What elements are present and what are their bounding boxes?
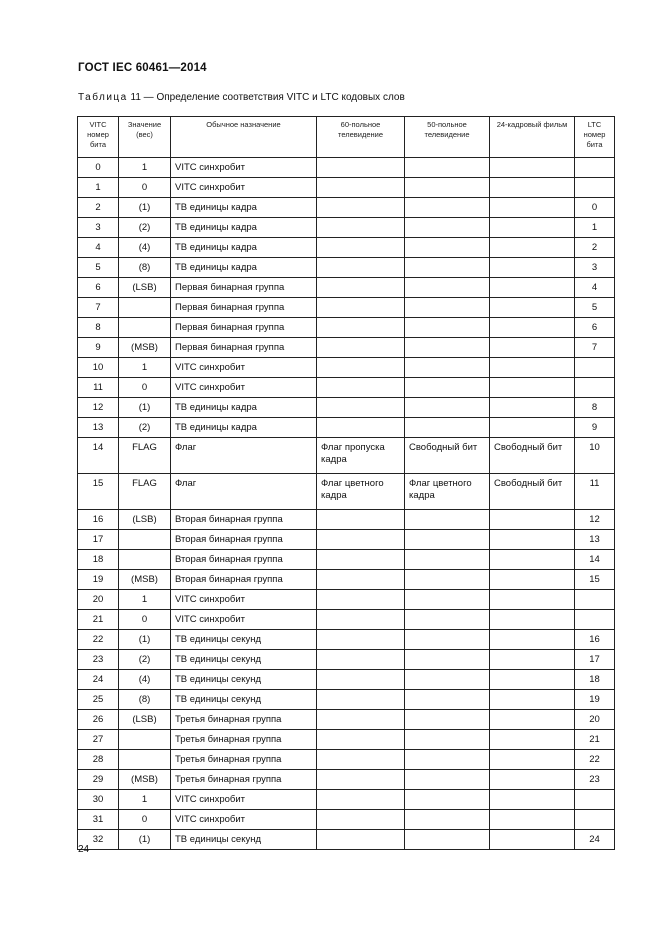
cell-ltc-bit: 24	[575, 830, 615, 850]
cell-ltc-bit: 21	[575, 730, 615, 750]
table-row	[78, 570, 615, 590]
cell-24-frame	[490, 570, 575, 590]
cell-vitc-bit: 4	[78, 238, 119, 258]
cell-60-field	[317, 750, 405, 770]
cell-60-field	[317, 258, 405, 278]
cell-60-field	[317, 690, 405, 710]
cell-value: (LSB)	[119, 278, 171, 298]
cell-vitc-bit: 16	[78, 510, 119, 530]
cell-50-field	[405, 610, 490, 630]
cell-assignment: VITC синхробит	[171, 610, 317, 630]
cell-50-field	[405, 530, 490, 550]
cell-60-field	[317, 770, 405, 790]
page-number: 24	[78, 844, 90, 855]
cell-24-frame: Свободный бит	[490, 438, 575, 474]
cell-60-field	[317, 630, 405, 650]
cell-value: (LSB)	[119, 710, 171, 730]
table-body	[78, 158, 615, 850]
cell-vitc-bit: 32	[78, 830, 119, 850]
cell-vitc-bit: 24	[78, 670, 119, 690]
cell-assignment: ТВ единицы секунд	[171, 690, 317, 710]
cell-value	[119, 318, 171, 338]
cell-60-field	[317, 158, 405, 178]
cell-value: (1)	[119, 398, 171, 418]
table-row	[78, 358, 615, 378]
cell-value: (2)	[119, 218, 171, 238]
cell-50-field	[405, 630, 490, 650]
cell-50-field	[405, 378, 490, 398]
cell-assignment: Первая бинарная группа	[171, 318, 317, 338]
cell-24-frame	[490, 530, 575, 550]
table-row	[78, 710, 615, 730]
cell-vitc-bit: 11	[78, 378, 119, 398]
cell-assignment: Вторая бинарная группа	[171, 530, 317, 550]
cell-ltc-bit: 0	[575, 198, 615, 218]
cell-24-frame	[490, 770, 575, 790]
cell-vitc-bit: 25	[78, 690, 119, 710]
col-header-assignment: Обычное назначение	[171, 117, 317, 158]
cell-value: FLAG	[119, 474, 171, 510]
cell-ltc-bit: 23	[575, 770, 615, 790]
table-row	[78, 318, 615, 338]
table-row	[78, 750, 615, 770]
cell-value: 0	[119, 378, 171, 398]
cell-24-frame	[490, 178, 575, 198]
table-row	[78, 474, 615, 510]
cell-50-field	[405, 198, 490, 218]
cell-ltc-bit: 15	[575, 570, 615, 590]
cell-assignment: ТВ единицы кадра	[171, 218, 317, 238]
cell-ltc-bit: 4	[575, 278, 615, 298]
table-caption-prefix: Таблица	[78, 92, 128, 103]
cell-vitc-bit: 8	[78, 318, 119, 338]
cell-24-frame	[490, 398, 575, 418]
cell-vitc-bit: 20	[78, 590, 119, 610]
cell-ltc-bit: 13	[575, 530, 615, 550]
cell-value: (4)	[119, 670, 171, 690]
cell-50-field	[405, 750, 490, 770]
col-header-50-field: 50-польное телевидение	[405, 117, 490, 158]
cell-60-field	[317, 710, 405, 730]
cell-assignment: ТВ единицы секунд	[171, 630, 317, 650]
cell-ltc-bit	[575, 178, 615, 198]
cell-ltc-bit: 16	[575, 630, 615, 650]
cell-24-frame	[490, 690, 575, 710]
cell-24-frame	[490, 238, 575, 258]
cell-vitc-bit: 6	[78, 278, 119, 298]
cell-60-field	[317, 398, 405, 418]
cell-value: 0	[119, 810, 171, 830]
cell-assignment: Первая бинарная группа	[171, 278, 317, 298]
cell-50-field	[405, 238, 490, 258]
cell-ltc-bit: 10	[575, 438, 615, 474]
cell-assignment: VITC синхробит	[171, 178, 317, 198]
cell-value: (4)	[119, 238, 171, 258]
cell-value: (2)	[119, 650, 171, 670]
table-row	[78, 398, 615, 418]
table-row	[78, 178, 615, 198]
cell-assignment: ТВ единицы кадра	[171, 418, 317, 438]
cell-24-frame	[490, 830, 575, 850]
col-header-ltc-bit: LTC номер бита	[575, 117, 615, 158]
cell-60-field	[317, 178, 405, 198]
table-row	[78, 730, 615, 750]
cell-ltc-bit: 19	[575, 690, 615, 710]
cell-value: FLAG	[119, 438, 171, 474]
cell-vitc-bit: 26	[78, 710, 119, 730]
cell-50-field	[405, 510, 490, 530]
cell-vitc-bit: 9	[78, 338, 119, 358]
cell-value: (MSB)	[119, 770, 171, 790]
cell-60-field	[317, 378, 405, 398]
cell-vitc-bit: 17	[78, 530, 119, 550]
cell-ltc-bit: 5	[575, 298, 615, 318]
cell-ltc-bit	[575, 158, 615, 178]
cell-ltc-bit: 6	[575, 318, 615, 338]
table-row	[78, 510, 615, 530]
cell-assignment: ТВ единицы секунд	[171, 830, 317, 850]
cell-ltc-bit	[575, 610, 615, 630]
cell-60-field	[317, 730, 405, 750]
col-header-vitc-bit: VITC номер бита	[78, 117, 119, 158]
cell-ltc-bit: 11	[575, 474, 615, 510]
table-caption	[78, 92, 405, 103]
cell-50-field	[405, 338, 490, 358]
table-row	[78, 810, 615, 830]
table-row	[78, 198, 615, 218]
cell-vitc-bit: 18	[78, 550, 119, 570]
cell-assignment: Вторая бинарная группа	[171, 550, 317, 570]
table-row	[78, 238, 615, 258]
table-caption-text: 11 — Определение соответствия VITC и LTC кодовых слов	[130, 92, 405, 103]
cell-ltc-bit: 20	[575, 710, 615, 730]
cell-ltc-bit	[575, 358, 615, 378]
cell-24-frame	[490, 750, 575, 770]
cell-24-frame	[490, 730, 575, 750]
cell-24-frame	[490, 630, 575, 650]
cell-assignment: Первая бинарная группа	[171, 298, 317, 318]
table-row	[78, 630, 615, 650]
cell-ltc-bit: 22	[575, 750, 615, 770]
cell-assignment: VITC синхробит	[171, 378, 317, 398]
cell-60-field	[317, 790, 405, 810]
cell-ltc-bit: 2	[575, 238, 615, 258]
cell-50-field: Свободный бит	[405, 438, 490, 474]
table-row	[78, 690, 615, 710]
cell-60-field: Флаг цветного кадра	[317, 474, 405, 510]
cell-24-frame	[490, 550, 575, 570]
cell-value: (MSB)	[119, 570, 171, 590]
col-header-24-frame: 24-кадровый фильм	[490, 117, 575, 158]
cell-vitc-bit: 23	[78, 650, 119, 670]
cell-value	[119, 530, 171, 550]
cell-50-field	[405, 570, 490, 590]
cell-assignment: Вторая бинарная группа	[171, 510, 317, 530]
col-header-value: Значение (вес)	[119, 117, 171, 158]
cell-24-frame	[490, 510, 575, 530]
cell-assignment: ТВ единицы кадра	[171, 238, 317, 258]
cell-50-field	[405, 690, 490, 710]
cell-50-field	[405, 730, 490, 750]
cell-50-field	[405, 650, 490, 670]
cell-24-frame	[490, 278, 575, 298]
cell-60-field	[317, 550, 405, 570]
cell-value: 0	[119, 178, 171, 198]
cell-vitc-bit: 3	[78, 218, 119, 238]
table-row	[78, 610, 615, 630]
cell-50-field	[405, 318, 490, 338]
table-row	[78, 790, 615, 810]
cell-50-field	[405, 298, 490, 318]
cell-24-frame	[490, 790, 575, 810]
cell-50-field	[405, 418, 490, 438]
cell-60-field	[317, 418, 405, 438]
cell-vitc-bit: 5	[78, 258, 119, 278]
cell-value: (8)	[119, 690, 171, 710]
cell-50-field	[405, 790, 490, 810]
cell-vitc-bit: 29	[78, 770, 119, 790]
cell-60-field	[317, 218, 405, 238]
cell-60-field	[317, 238, 405, 258]
cell-value: (MSB)	[119, 338, 171, 358]
cell-assignment: ТВ единицы кадра	[171, 398, 317, 418]
cell-60-field	[317, 670, 405, 690]
cell-24-frame	[490, 338, 575, 358]
cell-ltc-bit: 14	[575, 550, 615, 570]
table-row	[78, 258, 615, 278]
cell-vitc-bit: 30	[78, 790, 119, 810]
table-row	[78, 530, 615, 550]
cell-60-field	[317, 530, 405, 550]
cell-assignment: ТВ единицы секунд	[171, 670, 317, 690]
cell-value: 1	[119, 590, 171, 610]
table-row	[78, 338, 615, 358]
cell-assignment: ТВ единицы секунд	[171, 650, 317, 670]
cell-vitc-bit: 12	[78, 398, 119, 418]
cell-assignment: Первая бинарная группа	[171, 338, 317, 358]
cell-24-frame	[490, 610, 575, 630]
cell-value: 1	[119, 790, 171, 810]
vitc-ltc-table	[77, 116, 615, 850]
cell-ltc-bit	[575, 810, 615, 830]
cell-24-frame	[490, 318, 575, 338]
cell-value	[119, 750, 171, 770]
cell-24-frame	[490, 670, 575, 690]
table-row	[78, 670, 615, 690]
cell-60-field	[317, 610, 405, 630]
cell-24-frame	[490, 650, 575, 670]
cell-50-field	[405, 178, 490, 198]
cell-ltc-bit: 17	[575, 650, 615, 670]
cell-assignment: VITC синхробит	[171, 358, 317, 378]
cell-50-field	[405, 710, 490, 730]
cell-24-frame	[490, 358, 575, 378]
cell-assignment: Третья бинарная группа	[171, 710, 317, 730]
cell-vitc-bit: 15	[78, 474, 119, 510]
cell-vitc-bit: 14	[78, 438, 119, 474]
cell-assignment: VITC синхробит	[171, 790, 317, 810]
cell-assignment: Флаг	[171, 438, 317, 474]
cell-50-field	[405, 670, 490, 690]
cell-vitc-bit: 10	[78, 358, 119, 378]
cell-assignment: Третья бинарная группа	[171, 730, 317, 750]
cell-vitc-bit: 2	[78, 198, 119, 218]
cell-ltc-bit: 3	[575, 258, 615, 278]
cell-vitc-bit: 0	[78, 158, 119, 178]
cell-24-frame	[490, 258, 575, 278]
cell-60-field	[317, 198, 405, 218]
table-row	[78, 158, 615, 178]
cell-vitc-bit: 27	[78, 730, 119, 750]
table-header-row	[78, 117, 615, 158]
cell-ltc-bit: 9	[575, 418, 615, 438]
cell-value: (LSB)	[119, 510, 171, 530]
cell-ltc-bit: 1	[575, 218, 615, 238]
cell-assignment: Третья бинарная группа	[171, 770, 317, 790]
cell-value	[119, 298, 171, 318]
cell-50-field	[405, 810, 490, 830]
cell-assignment: Вторая бинарная группа	[171, 570, 317, 590]
col-header-60-field: 60-польное телевидение	[317, 117, 405, 158]
cell-60-field: Флаг пропуска кадра	[317, 438, 405, 474]
cell-24-frame	[490, 298, 575, 318]
cell-60-field	[317, 810, 405, 830]
cell-value: (1)	[119, 630, 171, 650]
cell-60-field	[317, 358, 405, 378]
table-row	[78, 650, 615, 670]
cell-vitc-bit: 13	[78, 418, 119, 438]
cell-60-field	[317, 570, 405, 590]
cell-ltc-bit: 8	[575, 398, 615, 418]
cell-vitc-bit: 1	[78, 178, 119, 198]
table-row	[78, 218, 615, 238]
document-header: ГОСТ IEC 60461—2014	[78, 62, 207, 74]
cell-assignment: VITC синхробит	[171, 158, 317, 178]
cell-ltc-bit	[575, 790, 615, 810]
cell-60-field	[317, 510, 405, 530]
cell-vitc-bit: 7	[78, 298, 119, 318]
cell-value: 1	[119, 358, 171, 378]
cell-value: (1)	[119, 830, 171, 850]
cell-50-field	[405, 218, 490, 238]
cell-vitc-bit: 28	[78, 750, 119, 770]
cell-ltc-bit: 7	[575, 338, 615, 358]
cell-24-frame	[490, 218, 575, 238]
cell-24-frame	[490, 590, 575, 610]
cell-50-field	[405, 770, 490, 790]
cell-50-field	[405, 398, 490, 418]
table-row	[78, 590, 615, 610]
cell-24-frame	[490, 158, 575, 178]
cell-60-field	[317, 318, 405, 338]
cell-24-frame	[490, 810, 575, 830]
cell-value: (2)	[119, 418, 171, 438]
cell-ltc-bit	[575, 590, 615, 610]
cell-50-field	[405, 258, 490, 278]
cell-50-field	[405, 278, 490, 298]
cell-50-field: Флаг цветного кадра	[405, 474, 490, 510]
cell-60-field	[317, 650, 405, 670]
cell-value: (8)	[119, 258, 171, 278]
cell-24-frame	[490, 378, 575, 398]
cell-assignment: Флаг	[171, 474, 317, 510]
cell-vitc-bit: 31	[78, 810, 119, 830]
cell-value	[119, 550, 171, 570]
table-row	[78, 550, 615, 570]
table-row	[78, 770, 615, 790]
cell-vitc-bit: 22	[78, 630, 119, 650]
cell-assignment: VITC синхробит	[171, 810, 317, 830]
table-row	[78, 298, 615, 318]
cell-ltc-bit: 12	[575, 510, 615, 530]
cell-ltc-bit	[575, 378, 615, 398]
table-row	[78, 418, 615, 438]
table-row	[78, 278, 615, 298]
cell-value: 1	[119, 158, 171, 178]
cell-vitc-bit: 21	[78, 610, 119, 630]
cell-value	[119, 730, 171, 750]
cell-assignment: Третья бинарная группа	[171, 750, 317, 770]
cell-value: (1)	[119, 198, 171, 218]
table-row	[78, 438, 615, 474]
cell-24-frame: Свободный бит	[490, 474, 575, 510]
cell-60-field	[317, 278, 405, 298]
cell-50-field	[405, 158, 490, 178]
cell-assignment: ТВ единицы кадра	[171, 258, 317, 278]
cell-60-field	[317, 298, 405, 318]
cell-assignment: VITC синхробит	[171, 590, 317, 610]
cell-50-field	[405, 358, 490, 378]
cell-50-field	[405, 830, 490, 850]
cell-50-field	[405, 550, 490, 570]
cell-60-field	[317, 830, 405, 850]
cell-24-frame	[490, 710, 575, 730]
table-row	[78, 830, 615, 850]
cell-value: 0	[119, 610, 171, 630]
cell-24-frame	[490, 198, 575, 218]
cell-50-field	[405, 590, 490, 610]
cell-60-field	[317, 590, 405, 610]
cell-vitc-bit: 19	[78, 570, 119, 590]
table-row	[78, 378, 615, 398]
cell-assignment: ТВ единицы кадра	[171, 198, 317, 218]
cell-24-frame	[490, 418, 575, 438]
cell-60-field	[317, 338, 405, 358]
cell-ltc-bit: 18	[575, 670, 615, 690]
